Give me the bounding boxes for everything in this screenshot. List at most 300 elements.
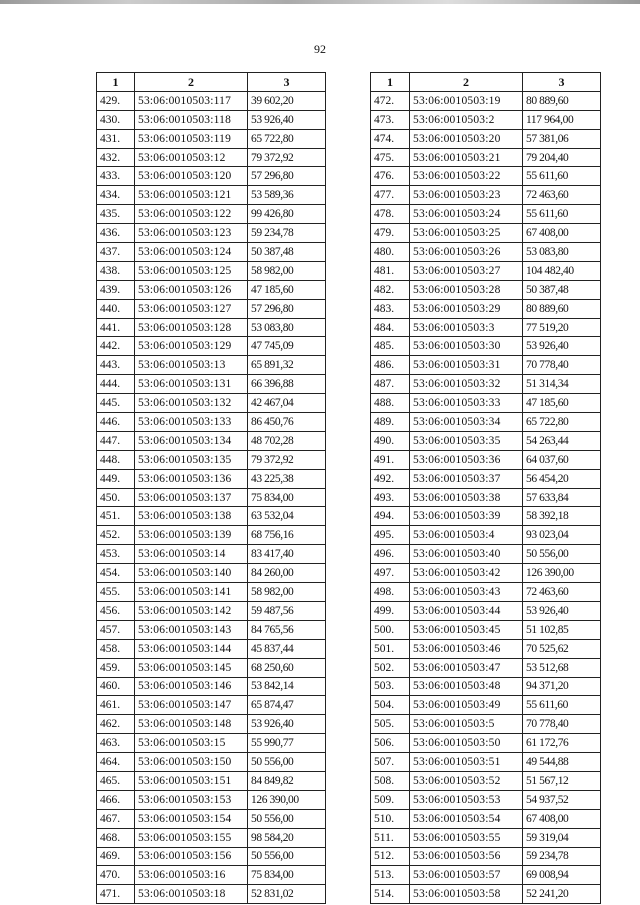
cadastral-value: 51 102,85 xyxy=(523,620,601,639)
cadastral-value: 53 083,80 xyxy=(248,318,326,337)
row-number: 451. xyxy=(97,507,135,526)
cadastral-number: 53:06:0010503:138 xyxy=(135,507,248,526)
cadastral-number: 53:06:0010503:123 xyxy=(135,224,248,243)
table-row xyxy=(371,601,601,620)
row-number: 496. xyxy=(371,545,410,564)
cadastral-value: 86 450,76 xyxy=(248,413,326,432)
row-number: 485. xyxy=(371,337,410,356)
cadastral-value: 53 926,40 xyxy=(523,337,601,356)
header-col-1: 1 xyxy=(97,73,135,92)
table-row xyxy=(97,639,326,658)
cadastral-number: 53:06:0010503:2 xyxy=(410,110,523,129)
cadastral-number: 53:06:0010503:12 xyxy=(135,148,248,167)
cadastral-number: 53:06:0010503:118 xyxy=(135,110,248,129)
cadastral-value: 57 296,80 xyxy=(248,167,326,186)
table-row xyxy=(97,507,326,526)
table-row xyxy=(97,205,326,224)
cadastral-number: 53:06:0010503:143 xyxy=(135,620,248,639)
table-row xyxy=(371,696,601,715)
row-number: 437. xyxy=(97,243,135,262)
cadastral-value: 93 023,04 xyxy=(523,526,601,545)
table-row xyxy=(371,337,601,356)
table-row xyxy=(97,299,326,318)
table-row xyxy=(97,753,326,772)
cadastral-value: 75 834,00 xyxy=(248,488,326,507)
row-number: 498. xyxy=(371,583,410,602)
cadastral-number: 53:06:0010503:52 xyxy=(410,771,523,790)
table-row xyxy=(371,280,601,299)
table-row xyxy=(371,847,601,866)
row-number: 499. xyxy=(371,601,410,620)
cadastral-value: 53 512,68 xyxy=(523,658,601,677)
cadastral-value: 79 372,92 xyxy=(248,450,326,469)
row-number: 443. xyxy=(97,356,135,375)
cadastral-number: 53:06:0010503:131 xyxy=(135,375,248,394)
cadastral-value: 58 392,18 xyxy=(523,507,601,526)
row-number: 458. xyxy=(97,639,135,658)
cadastral-number: 53:06:0010503:156 xyxy=(135,847,248,866)
table-row xyxy=(97,658,326,677)
cadastral-value: 50 556,00 xyxy=(248,847,326,866)
table-row xyxy=(97,734,326,753)
cadastral-value: 51 567,12 xyxy=(523,771,601,790)
cadastral-number: 53:06:0010503:136 xyxy=(135,469,248,488)
cadastral-value: 65 891,32 xyxy=(248,356,326,375)
cadastral-value: 56 454,20 xyxy=(523,469,601,488)
cadastral-number: 53:06:0010503:55 xyxy=(410,828,523,847)
cadastral-number: 53:06:0010503:128 xyxy=(135,318,248,337)
cadastral-value: 63 532,04 xyxy=(248,507,326,526)
cadastral-value: 55 990,77 xyxy=(248,734,326,753)
cadastral-value: 59 234,78 xyxy=(523,847,601,866)
row-number: 433. xyxy=(97,167,135,186)
cadastral-number: 53:06:0010503:139 xyxy=(135,526,248,545)
table-row xyxy=(371,545,601,564)
row-number: 430. xyxy=(97,110,135,129)
cadastral-value: 59 234,78 xyxy=(248,224,326,243)
row-number: 438. xyxy=(97,261,135,280)
row-number: 435. xyxy=(97,205,135,224)
table-row xyxy=(371,450,601,469)
cadastral-value: 55 611,60 xyxy=(523,205,601,224)
row-number: 489. xyxy=(371,413,410,432)
cadastral-value: 53 926,40 xyxy=(523,601,601,620)
cadastral-value: 67 408,00 xyxy=(523,224,601,243)
cadastral-number: 53:06:0010503:146 xyxy=(135,677,248,696)
row-number: 434. xyxy=(97,186,135,205)
cadastral-value: 50 387,48 xyxy=(523,280,601,299)
row-number: 448. xyxy=(97,450,135,469)
table-row xyxy=(97,375,326,394)
cadastral-value: 104 482,40 xyxy=(523,261,601,280)
cadastral-value: 84 765,56 xyxy=(248,620,326,639)
row-number: 457. xyxy=(97,620,135,639)
cadastral-number: 53:06:0010503:147 xyxy=(135,696,248,715)
table-row xyxy=(97,847,326,866)
cadastral-value: 53 926,40 xyxy=(248,110,326,129)
row-number: 460. xyxy=(97,677,135,696)
table-row xyxy=(97,771,326,790)
cadastral-value: 52 831,02 xyxy=(248,885,326,904)
table-row xyxy=(371,639,601,658)
row-number: 503. xyxy=(371,677,410,696)
row-number: 491. xyxy=(371,450,410,469)
cadastral-number: 53:06:0010503:23 xyxy=(410,186,523,205)
cadastral-value: 45 837,44 xyxy=(248,639,326,658)
row-number: 468. xyxy=(97,828,135,847)
cadastral-number: 53:06:0010503:129 xyxy=(135,337,248,356)
row-number: 497. xyxy=(371,564,410,583)
cadastral-value: 51 314,34 xyxy=(523,375,601,394)
cadastral-value: 69 008,94 xyxy=(523,866,601,885)
table-row xyxy=(371,299,601,318)
cadastral-number: 53:06:0010503:122 xyxy=(135,205,248,224)
table-row xyxy=(371,866,601,885)
table-row xyxy=(97,715,326,734)
cadastral-number: 53:06:0010503:120 xyxy=(135,167,248,186)
cadastral-number: 53:06:0010503:13 xyxy=(135,356,248,375)
cadastral-value: 99 426,80 xyxy=(248,205,326,224)
cadastral-number: 53:06:0010503:45 xyxy=(410,620,523,639)
cadastral-number: 53:06:0010503:155 xyxy=(135,828,248,847)
cadastral-value: 65 722,80 xyxy=(248,129,326,148)
table-row xyxy=(97,129,326,148)
row-number: 480. xyxy=(371,243,410,262)
cadastral-number: 53:06:0010503:35 xyxy=(410,431,523,450)
cadastral-number: 53:06:0010503:32 xyxy=(410,375,523,394)
cadastral-value: 58 982,00 xyxy=(248,583,326,602)
header-col-1: 1 xyxy=(371,73,410,92)
row-number: 495. xyxy=(371,526,410,545)
row-number: 436. xyxy=(97,224,135,243)
cadastral-number: 53:06:0010503:34 xyxy=(410,413,523,432)
table-row xyxy=(97,394,326,413)
row-number: 429. xyxy=(97,91,135,110)
cadastral-number: 53:06:0010503:24 xyxy=(410,205,523,224)
cadastral-number: 53:06:0010503:50 xyxy=(410,734,523,753)
table-row xyxy=(371,658,601,677)
cadastral-value: 50 387,48 xyxy=(248,243,326,262)
cadastral-number: 53:06:0010503:145 xyxy=(135,658,248,677)
cadastral-number: 53:06:0010503:144 xyxy=(135,639,248,658)
table-row xyxy=(371,261,601,280)
row-number: 446. xyxy=(97,413,135,432)
cadastral-value: 53 083,80 xyxy=(523,243,601,262)
table-row xyxy=(97,677,326,696)
row-number: 452. xyxy=(97,526,135,545)
row-number: 509. xyxy=(371,790,410,809)
row-number: 472. xyxy=(371,91,410,110)
table-row xyxy=(371,148,601,167)
row-number: 467. xyxy=(97,809,135,828)
table-row xyxy=(371,431,601,450)
table-row xyxy=(371,205,601,224)
row-number: 456. xyxy=(97,601,135,620)
row-number: 483. xyxy=(371,299,410,318)
cadastral-number: 53:06:0010503:44 xyxy=(410,601,523,620)
cadastral-value: 59 319,04 xyxy=(523,828,601,847)
table-row xyxy=(371,677,601,696)
row-number: 470. xyxy=(97,866,135,885)
table-row xyxy=(97,356,326,375)
cadastral-number: 53:06:0010503:142 xyxy=(135,601,248,620)
cadastral-number: 53:06:0010503:56 xyxy=(410,847,523,866)
table-row xyxy=(371,488,601,507)
cadastral-value: 50 556,00 xyxy=(523,545,601,564)
row-number: 507. xyxy=(371,753,410,772)
cadastral-value: 47 185,60 xyxy=(523,394,601,413)
row-number: 506. xyxy=(371,734,410,753)
row-number: 462. xyxy=(97,715,135,734)
cadastral-value: 79 204,40 xyxy=(523,148,601,167)
table-row xyxy=(371,526,601,545)
cadastral-value: 59 487,56 xyxy=(248,601,326,620)
cadastral-value: 72 463,60 xyxy=(523,583,601,602)
cadastral-number: 53:06:0010503:153 xyxy=(135,790,248,809)
table-row xyxy=(97,809,326,828)
table-row xyxy=(371,318,601,337)
row-number: 474. xyxy=(371,129,410,148)
cadastral-number: 53:06:0010503:57 xyxy=(410,866,523,885)
cadastral-number: 53:06:0010503:40 xyxy=(410,545,523,564)
cadastral-value: 70 525,62 xyxy=(523,639,601,658)
table-row xyxy=(97,167,326,186)
cadastral-number: 53:06:0010503:141 xyxy=(135,583,248,602)
cadastral-value: 54 263,44 xyxy=(523,431,601,450)
cadastral-number: 53:06:0010503:125 xyxy=(135,261,248,280)
table-row xyxy=(97,564,326,583)
table-row xyxy=(371,413,601,432)
table-row xyxy=(97,261,326,280)
cadastral-number: 53:06:0010503:43 xyxy=(410,583,523,602)
header-col-2: 2 xyxy=(410,73,523,92)
table-row xyxy=(97,828,326,847)
table-row xyxy=(371,110,601,129)
table-row xyxy=(371,809,601,828)
row-number: 500. xyxy=(371,620,410,639)
row-number: 465. xyxy=(97,771,135,790)
table-row xyxy=(371,375,601,394)
table-row xyxy=(97,431,326,450)
cadastral-value: 80 889,60 xyxy=(523,299,601,318)
row-number: 444. xyxy=(97,375,135,394)
cadastral-value: 54 937,52 xyxy=(523,790,601,809)
row-number: 514. xyxy=(371,885,410,904)
cadastral-number: 53:06:0010503:29 xyxy=(410,299,523,318)
cadastral-number: 53:06:0010503:19 xyxy=(410,91,523,110)
row-number: 476. xyxy=(371,167,410,186)
cadastral-number: 53:06:0010503:27 xyxy=(410,261,523,280)
row-number: 482. xyxy=(371,280,410,299)
row-number: 455. xyxy=(97,583,135,602)
row-number: 454. xyxy=(97,564,135,583)
cadastral-value: 98 584,20 xyxy=(248,828,326,847)
cadastral-value: 52 241,20 xyxy=(523,885,601,904)
cadastral-number: 53:06:0010503:48 xyxy=(410,677,523,696)
row-number: 488. xyxy=(371,394,410,413)
cadastral-value: 47 745,09 xyxy=(248,337,326,356)
cadastral-number: 53:06:0010503:42 xyxy=(410,564,523,583)
cadastral-value: 47 185,60 xyxy=(248,280,326,299)
row-number: 463. xyxy=(97,734,135,753)
cadastral-number: 53:06:0010503:132 xyxy=(135,394,248,413)
row-number: 508. xyxy=(371,771,410,790)
row-number: 505. xyxy=(371,715,410,734)
cadastral-number: 53:06:0010503:54 xyxy=(410,809,523,828)
table-row xyxy=(371,243,601,262)
table-row xyxy=(97,790,326,809)
row-number: 479. xyxy=(371,224,410,243)
table-row xyxy=(97,337,326,356)
table-row xyxy=(97,91,326,110)
cadastral-value: 50 556,00 xyxy=(248,809,326,828)
cadastral-value: 126 390,00 xyxy=(523,564,601,583)
cadastral-number: 53:06:0010503:5 xyxy=(410,715,523,734)
row-number: 432. xyxy=(97,148,135,167)
cadastral-value: 84 260,00 xyxy=(248,564,326,583)
row-number: 504. xyxy=(371,696,410,715)
table-row xyxy=(97,885,326,904)
row-number: 440. xyxy=(97,299,135,318)
cadastral-value: 79 372,92 xyxy=(248,148,326,167)
table-row xyxy=(97,526,326,545)
page-number: 92 xyxy=(314,42,326,56)
table-row xyxy=(97,488,326,507)
cadastral-value: 66 396,88 xyxy=(248,375,326,394)
cadastral-value: 94 371,20 xyxy=(523,677,601,696)
table-row xyxy=(97,224,326,243)
cadastral-number: 53:06:0010503:133 xyxy=(135,413,248,432)
row-number: 449. xyxy=(97,469,135,488)
table-row xyxy=(371,715,601,734)
row-number: 486. xyxy=(371,356,410,375)
cadastral-number: 53:06:0010503:49 xyxy=(410,696,523,715)
table-row xyxy=(371,186,601,205)
row-number: 475. xyxy=(371,148,410,167)
cadastral-number: 53:06:0010503:30 xyxy=(410,337,523,356)
cadastral-number: 53:06:0010503:25 xyxy=(410,224,523,243)
table-row xyxy=(97,469,326,488)
cadastral-number: 53:06:0010503:134 xyxy=(135,431,248,450)
cadastral-value: 43 225,38 xyxy=(248,469,326,488)
cadastral-value: 57 296,80 xyxy=(248,299,326,318)
cadastral-number: 53:06:0010503:127 xyxy=(135,299,248,318)
table-right xyxy=(370,72,601,904)
cadastral-number: 53:06:0010503:151 xyxy=(135,771,248,790)
cadastral-value: 57 381,06 xyxy=(523,129,601,148)
cadastral-number: 53:06:0010503:36 xyxy=(410,450,523,469)
cadastral-value: 80 889,60 xyxy=(523,91,601,110)
table-header-row xyxy=(97,73,326,92)
cadastral-number: 53:06:0010503:46 xyxy=(410,639,523,658)
row-number: 453. xyxy=(97,545,135,564)
cadastral-value: 72 463,60 xyxy=(523,186,601,205)
header-col-3: 3 xyxy=(248,73,326,92)
cadastral-number: 53:06:0010503:137 xyxy=(135,488,248,507)
table-row xyxy=(371,620,601,639)
cadastral-value: 77 519,20 xyxy=(523,318,601,337)
cadastral-number: 53:06:0010503:14 xyxy=(135,545,248,564)
table-row xyxy=(97,110,326,129)
row-number: 439. xyxy=(97,280,135,299)
cadastral-number: 53:06:0010503:58 xyxy=(410,885,523,904)
cadastral-number: 53:06:0010503:26 xyxy=(410,243,523,262)
cadastral-number: 53:06:0010503:53 xyxy=(410,790,523,809)
cadastral-value: 42 467,04 xyxy=(248,394,326,413)
table-left xyxy=(96,72,326,904)
cadastral-value: 55 611,60 xyxy=(523,696,601,715)
cadastral-number: 53:06:0010503:121 xyxy=(135,186,248,205)
cadastral-number: 53:06:0010503:119 xyxy=(135,129,248,148)
row-number: 450. xyxy=(97,488,135,507)
cadastral-value: 50 556,00 xyxy=(248,753,326,772)
cadastral-value: 53 589,36 xyxy=(248,186,326,205)
table-row xyxy=(371,790,601,809)
table-row xyxy=(371,129,601,148)
row-number: 431. xyxy=(97,129,135,148)
table-row xyxy=(371,583,601,602)
scan-edge xyxy=(0,0,640,4)
cadastral-number: 53:06:0010503:39 xyxy=(410,507,523,526)
table-row xyxy=(371,771,601,790)
row-number: 484. xyxy=(371,318,410,337)
cadastral-number: 53:06:0010503:150 xyxy=(135,753,248,772)
cadastral-value: 67 408,00 xyxy=(523,809,601,828)
table-row xyxy=(97,583,326,602)
row-number: 513. xyxy=(371,866,410,885)
cadastral-value: 65 722,80 xyxy=(523,413,601,432)
cadastral-value: 84 849,82 xyxy=(248,771,326,790)
row-number: 469. xyxy=(97,847,135,866)
header-col-2: 2 xyxy=(135,73,248,92)
table-row xyxy=(97,450,326,469)
table-row xyxy=(97,186,326,205)
row-number: 442. xyxy=(97,337,135,356)
cadastral-value: 70 778,40 xyxy=(523,715,601,734)
cadastral-number: 53:06:0010503:3 xyxy=(410,318,523,337)
cadastral-number: 53:06:0010503:148 xyxy=(135,715,248,734)
row-number: 477. xyxy=(371,186,410,205)
row-number: 459. xyxy=(97,658,135,677)
table-row xyxy=(371,469,601,488)
cadastral-value: 53 842,14 xyxy=(248,677,326,696)
cadastral-value: 117 964,00 xyxy=(523,110,601,129)
table-row xyxy=(97,620,326,639)
row-number: 512. xyxy=(371,847,410,866)
row-number: 510. xyxy=(371,809,410,828)
cadastral-number: 53:06:0010503:37 xyxy=(410,469,523,488)
cadastral-number: 53:06:0010503:154 xyxy=(135,809,248,828)
table-row xyxy=(97,866,326,885)
table-row xyxy=(97,280,326,299)
table-row xyxy=(371,356,601,375)
table-row xyxy=(371,507,601,526)
table-row xyxy=(97,545,326,564)
cadastral-number: 53:06:0010503:31 xyxy=(410,356,523,375)
row-number: 487. xyxy=(371,375,410,394)
cadastral-value: 53 926,40 xyxy=(248,715,326,734)
row-number: 445. xyxy=(97,394,135,413)
table-row xyxy=(97,696,326,715)
row-number: 441. xyxy=(97,318,135,337)
row-number: 447. xyxy=(97,431,135,450)
cadastral-value: 126 390,00 xyxy=(248,790,326,809)
cadastral-number: 53:06:0010503:38 xyxy=(410,488,523,507)
table-row xyxy=(371,753,601,772)
row-number: 481. xyxy=(371,261,410,280)
cadastral-number: 53:06:0010503:18 xyxy=(135,885,248,904)
cadastral-value: 68 756,16 xyxy=(248,526,326,545)
